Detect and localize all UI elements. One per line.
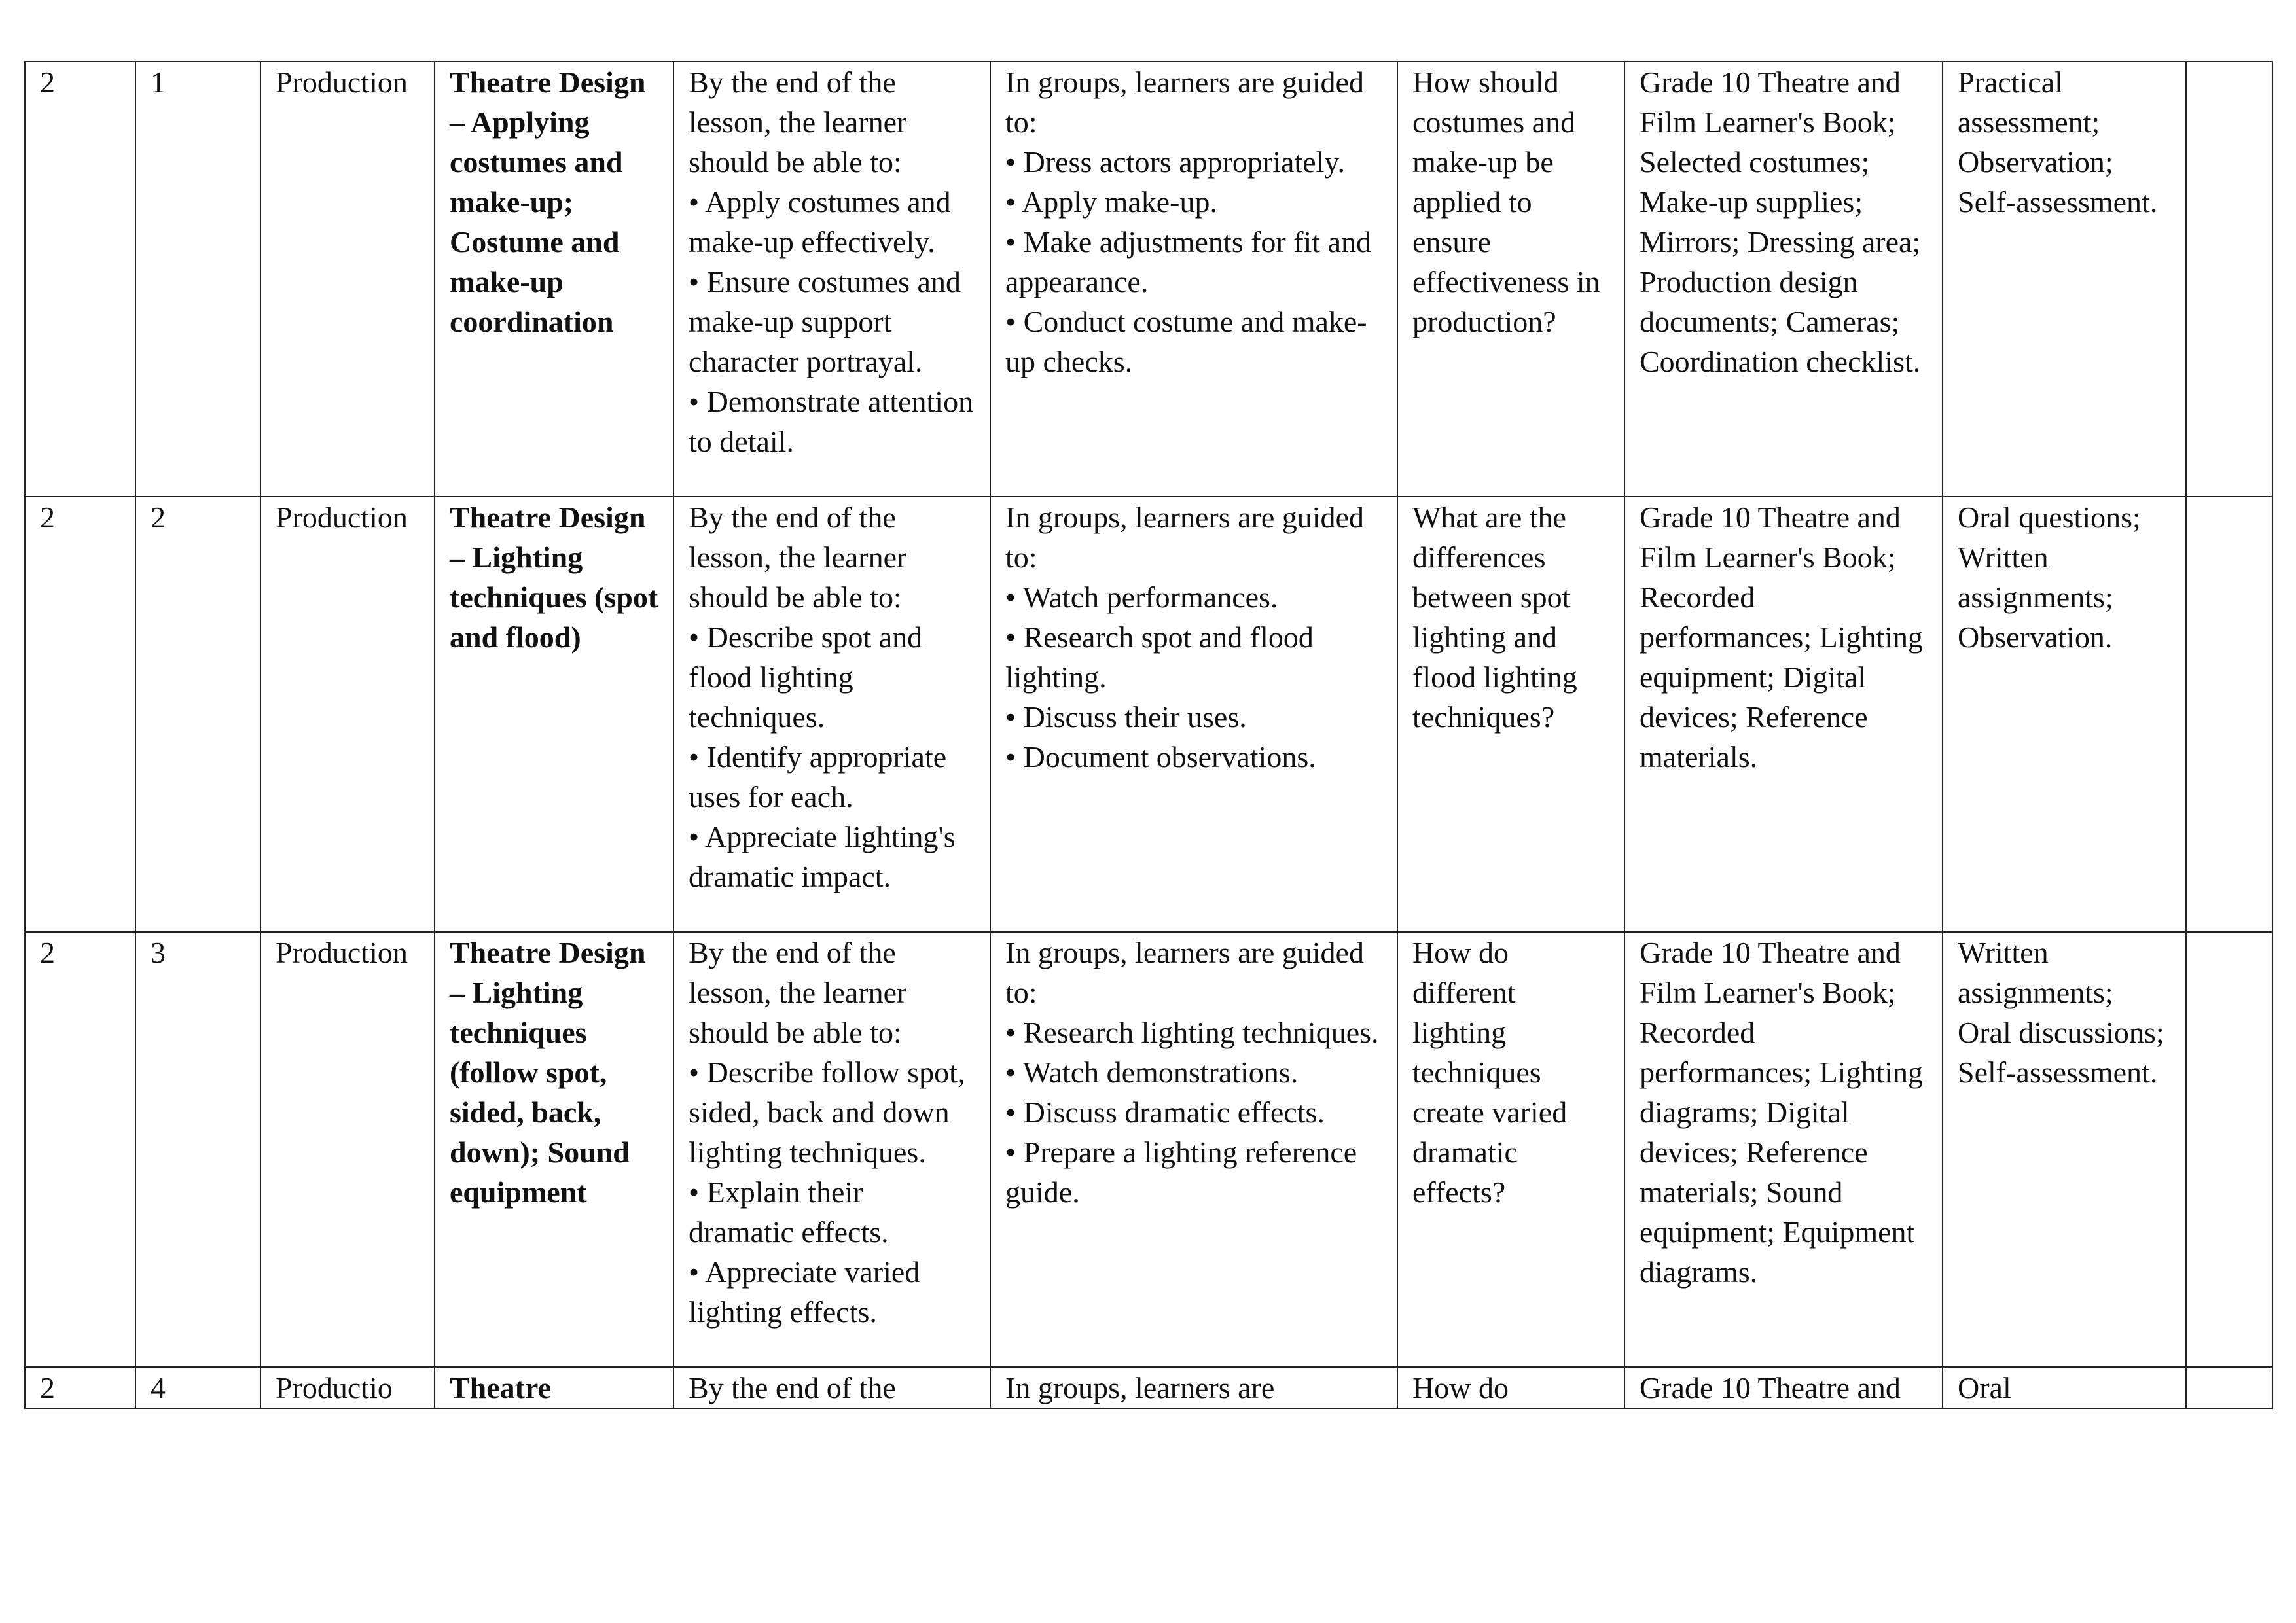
experience-line: In groups, learners are guided to: xyxy=(1005,501,1364,574)
experience-line: • Dress actors appropriately. xyxy=(1005,145,1345,179)
inquiry-question-cell: How do xyxy=(1397,1367,1624,1408)
week-cell: 2 xyxy=(25,1367,135,1408)
learning-outcomes-cell xyxy=(673,497,990,932)
scheme-of-work-table xyxy=(24,61,2273,1409)
learning-outcomes-cell xyxy=(673,932,990,1367)
experience-line: • Apply make-up. xyxy=(1005,185,1217,219)
strand-cell: Production xyxy=(260,62,435,497)
sub-strand-cell: Theatre Design – Lighting techniques (follow spot, sided, back, down); Sound equipment xyxy=(435,932,673,1367)
experience-line: In groups, learners are xyxy=(1005,1371,1275,1404)
experience-line: In groups, learners are guided to: xyxy=(1005,65,1364,139)
experience-line: • Discuss their uses. xyxy=(1005,700,1247,734)
learning-outcomes-cell xyxy=(673,62,990,497)
remarks-cell xyxy=(2186,497,2272,932)
outcome-line: • Appreciate varied lighting effects. xyxy=(689,1255,920,1329)
lesson-cell: 4 xyxy=(135,1367,260,1408)
remarks-cell xyxy=(2186,1367,2272,1408)
outcome-line: • Describe follow spot, sided, back and down lighting techniques. xyxy=(689,1056,965,1169)
experience-line: In groups, learners are guided to: xyxy=(1005,936,1364,1009)
experience-line: • Watch demonstrations. xyxy=(1005,1056,1299,1089)
experience-line: • Document observations. xyxy=(1005,740,1316,774)
resources-cell: Grade 10 Theatre and Film Learner's Book; Recorded performances; Lighting equipment; Digital devices; Reference materials. xyxy=(1624,497,1943,932)
experience-line: • Discuss dramatic effects. xyxy=(1005,1096,1325,1129)
outcome-line: • Appreciate lighting's dramatic impact. xyxy=(689,820,956,893)
lesson-cell: 3 xyxy=(135,932,260,1367)
outcome-line: • Demonstrate attention to detail. xyxy=(689,385,974,458)
outcome-line: By the end of the xyxy=(689,1371,896,1404)
experience-line: • Prepare a lighting reference guide. xyxy=(1005,1135,1357,1209)
inquiry-question-cell: How should costumes and make-up be applied to ensure effectiveness in production? xyxy=(1397,62,1624,497)
learning-experiences-cell xyxy=(990,62,1397,497)
outcome-line: • Apply costumes and make-up effectively. xyxy=(689,185,951,259)
resources-cell: Grade 10 Theatre and Film Learner's Book; Selected costumes; Make-up supplies; Mirrors; Dressing area; Production design documents; Cameras; Coordination checklist. xyxy=(1624,62,1943,497)
remarks-cell xyxy=(2186,932,2272,1367)
table-row xyxy=(25,1367,2272,1408)
resources-cell: Grade 10 Theatre and Film Learner's Book; Recorded performances; Lighting diagrams; Digital devices; Reference materials; Sound equipment; Equipment diagrams. xyxy=(1624,932,1943,1367)
week-cell: 2 xyxy=(25,62,135,497)
week-cell: 2 xyxy=(25,497,135,932)
remarks-cell xyxy=(2186,62,2272,497)
experience-line: • Conduct costume and make-up checks. xyxy=(1005,305,1367,378)
lesson-cell: 2 xyxy=(135,497,260,932)
experience-line: • Make adjustments for fit and appearance. xyxy=(1005,225,1372,298)
strand-cell: Production xyxy=(260,497,435,932)
inquiry-question-cell: What are the differences between spot lighting and flood lighting techniques? xyxy=(1397,497,1624,932)
lesson-cell: 1 xyxy=(135,62,260,497)
sub-strand-cell: Theatre xyxy=(435,1367,673,1408)
learning-experiences-cell xyxy=(990,497,1397,932)
learning-experiences-cell xyxy=(990,932,1397,1367)
inquiry-question-cell: How do different lighting techniques create varied dramatic effects? xyxy=(1397,932,1624,1367)
sub-strand-cell: Theatre Design – Lighting techniques (spot and flood) xyxy=(435,497,673,932)
table-row xyxy=(25,932,2272,1367)
experience-line: • Watch performances. xyxy=(1005,580,1278,614)
outcome-line: By the end of the lesson, the learner should be able to: xyxy=(689,65,907,179)
table-row xyxy=(25,62,2272,497)
outcome-line: By the end of the lesson, the learner should be able to: xyxy=(689,501,907,614)
outcome-line: • Identify appropriate uses for each. xyxy=(689,740,947,813)
outcome-line: • Describe spot and flood lighting techniques. xyxy=(689,620,923,734)
assessment-cell: Written assignments; Oral discussions; Self-assessment. xyxy=(1943,932,2186,1367)
resources-cell: Grade 10 Theatre and xyxy=(1624,1367,1943,1408)
learning-outcomes-cell xyxy=(673,1367,990,1408)
outcome-line: • Explain their dramatic effects. xyxy=(689,1175,889,1249)
assessment-cell: Oral questions; Written assignments; Observation. xyxy=(1943,497,2186,932)
outcome-line: • Ensure costumes and make-up support character portrayal. xyxy=(689,265,961,378)
outcome-line: By the end of the lesson, the learner should be able to: xyxy=(689,936,907,1049)
experience-line: • Research spot and flood lighting. xyxy=(1005,620,1314,694)
table-row xyxy=(25,497,2272,932)
strand-cell: Production xyxy=(260,932,435,1367)
strand-cell: Productio xyxy=(260,1367,435,1408)
assessment-cell: Oral xyxy=(1943,1367,2186,1408)
sub-strand-cell: Theatre Design – Applying costumes and make-up; Costume and make-up coordination xyxy=(435,62,673,497)
week-cell: 2 xyxy=(25,932,135,1367)
assessment-cell: Practical assessment; Observation; Self-assessment. xyxy=(1943,62,2186,497)
experience-line: • Research lighting techniques. xyxy=(1005,1016,1379,1049)
learning-experiences-cell xyxy=(990,1367,1397,1408)
